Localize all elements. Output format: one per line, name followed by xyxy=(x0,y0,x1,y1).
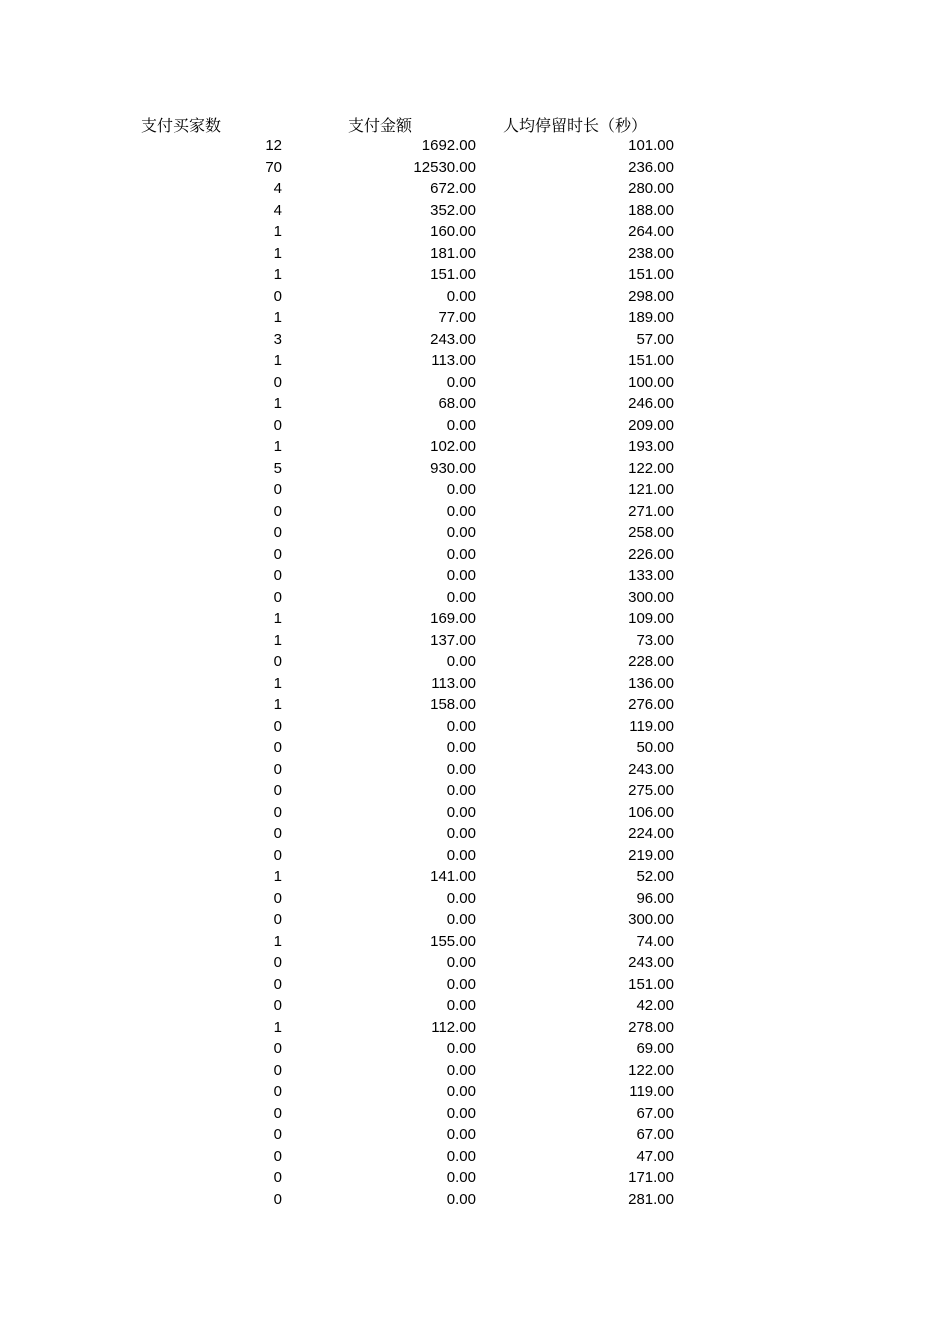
cell-avg-dwell-time: 67.00 xyxy=(636,1126,674,1143)
cell-avg-dwell-time: 276.00 xyxy=(628,696,674,713)
cell-avg-dwell-time: 69.00 xyxy=(636,1040,674,1057)
cell-avg-dwell-time: 300.00 xyxy=(628,588,674,606)
table-row xyxy=(0,372,950,394)
table-row xyxy=(0,952,950,974)
table-row xyxy=(0,845,950,867)
cell-paying-buyers: 1 xyxy=(273,932,282,950)
cell-payment-amount: 113.00 xyxy=(431,352,476,369)
cell-payment-amount: 0.00 xyxy=(446,545,476,563)
cell-payment-amount: 68.00 xyxy=(438,395,476,412)
cell-payment-amount: 0.00 xyxy=(446,1190,476,1208)
table-row xyxy=(0,286,950,308)
table-row xyxy=(0,393,950,415)
cell-avg-dwell-time: 275.00 xyxy=(628,782,674,799)
cell-paying-buyers: 1 xyxy=(273,631,282,649)
table-row xyxy=(0,157,950,179)
cell-avg-dwell-time: 246.00 xyxy=(628,395,674,412)
table-row xyxy=(0,995,950,1017)
cell-paying-buyers: 1 xyxy=(273,244,282,262)
cell-paying-buyers: 1 xyxy=(273,868,282,885)
cell-paying-buyers: 1 xyxy=(273,1018,282,1036)
cell-payment-amount: 137.00 xyxy=(430,631,476,649)
cell-avg-dwell-time: 52.00 xyxy=(636,868,674,885)
table-row xyxy=(0,178,950,200)
table-row xyxy=(0,565,950,587)
cell-avg-dwell-time: 122.00 xyxy=(628,459,674,477)
cell-avg-dwell-time: 121.00 xyxy=(628,481,674,498)
cell-avg-dwell-time: 224.00 xyxy=(628,825,674,842)
table-row xyxy=(0,587,950,609)
table-row xyxy=(0,1081,950,1103)
table-row xyxy=(0,200,950,222)
cell-paying-buyers: 0 xyxy=(273,1147,282,1165)
cell-paying-buyers: 0 xyxy=(273,653,282,670)
table-row xyxy=(0,458,950,480)
table-row xyxy=(0,221,950,243)
cell-paying-buyers: 1 xyxy=(273,610,282,627)
cell-payment-amount: 151.00 xyxy=(430,266,476,283)
table-row xyxy=(0,307,950,329)
cell-paying-buyers: 1 xyxy=(273,223,282,240)
cell-payment-amount: 0.00 xyxy=(446,911,476,928)
cell-payment-amount: 0.00 xyxy=(446,1169,476,1186)
cell-avg-dwell-time: 109.00 xyxy=(628,610,674,627)
header-avg-dwell-time: 人均停留时长（秒） xyxy=(503,116,648,135)
cell-payment-amount: 102.00 xyxy=(430,438,476,455)
cell-avg-dwell-time: 42.00 xyxy=(636,997,674,1014)
cell-paying-buyers: 0 xyxy=(273,1061,282,1079)
cell-payment-amount: 0.00 xyxy=(446,1061,476,1079)
cell-paying-buyers: 0 xyxy=(273,373,282,391)
cell-avg-dwell-time: 96.00 xyxy=(636,889,674,907)
cell-avg-dwell-time: 122.00 xyxy=(628,1061,674,1079)
cell-paying-buyers: 0 xyxy=(273,416,282,434)
cell-paying-buyers: 0 xyxy=(273,825,282,842)
cell-payment-amount: 0.00 xyxy=(446,803,476,821)
table-row xyxy=(0,608,950,630)
cell-paying-buyers: 0 xyxy=(273,889,282,907)
cell-avg-dwell-time: 193.00 xyxy=(628,438,674,455)
cell-paying-buyers: 0 xyxy=(273,524,282,541)
cell-paying-buyers: 1 xyxy=(273,674,282,692)
cell-avg-dwell-time: 188.00 xyxy=(628,201,674,219)
table-row xyxy=(0,1146,950,1168)
table-row xyxy=(0,737,950,759)
cell-paying-buyers: 1 xyxy=(273,309,282,326)
cell-avg-dwell-time: 243.00 xyxy=(628,954,674,971)
header-paying-buyers: 支付买家数 xyxy=(141,116,222,135)
cell-payment-amount: 169.00 xyxy=(430,610,476,627)
cell-paying-buyers: 0 xyxy=(273,1169,282,1186)
table-row xyxy=(0,780,950,802)
cell-payment-amount: 0.00 xyxy=(446,567,476,584)
cell-paying-buyers: 0 xyxy=(273,567,282,584)
table-row xyxy=(0,694,950,716)
cell-paying-buyers: 0 xyxy=(273,1040,282,1057)
cell-paying-buyers: 0 xyxy=(273,1083,282,1100)
table-row xyxy=(0,415,950,437)
cell-paying-buyers: 0 xyxy=(273,739,282,756)
cell-avg-dwell-time: 136.00 xyxy=(628,674,674,692)
cell-avg-dwell-time: 238.00 xyxy=(628,244,674,262)
table-row xyxy=(0,888,950,910)
cell-avg-dwell-time: 133.00 xyxy=(628,567,674,584)
cell-avg-dwell-time: 243.00 xyxy=(628,760,674,778)
cell-paying-buyers: 1 xyxy=(273,438,282,455)
cell-payment-amount: 0.00 xyxy=(446,1083,476,1100)
table-row xyxy=(0,716,950,738)
cell-avg-dwell-time: 236.00 xyxy=(628,158,674,176)
cell-payment-amount: 0.00 xyxy=(446,997,476,1014)
cell-payment-amount: 672.00 xyxy=(430,180,476,197)
table-row xyxy=(0,479,950,501)
table-row xyxy=(0,823,950,845)
cell-avg-dwell-time: 67.00 xyxy=(636,1104,674,1122)
cell-avg-dwell-time: 278.00 xyxy=(628,1018,674,1036)
cell-payment-amount: 0.00 xyxy=(446,739,476,756)
cell-paying-buyers: 0 xyxy=(273,545,282,563)
cell-paying-buyers: 5 xyxy=(273,459,282,477)
table-row xyxy=(0,974,950,996)
cell-payment-amount: 0.00 xyxy=(446,760,476,778)
cell-paying-buyers: 0 xyxy=(273,782,282,799)
cell-payment-amount: 0.00 xyxy=(446,1040,476,1057)
cell-payment-amount: 0.00 xyxy=(446,524,476,541)
cell-avg-dwell-time: 271.00 xyxy=(628,502,674,520)
data-rows xyxy=(0,135,950,1210)
cell-payment-amount: 113.00 xyxy=(431,674,476,692)
cell-paying-buyers: 0 xyxy=(273,760,282,778)
cell-paying-buyers: 0 xyxy=(273,1104,282,1122)
cell-avg-dwell-time: 74.00 xyxy=(636,932,674,950)
cell-payment-amount: 0.00 xyxy=(446,1147,476,1165)
cell-paying-buyers: 0 xyxy=(273,1190,282,1208)
cell-paying-buyers: 0 xyxy=(273,846,282,864)
cell-paying-buyers: 0 xyxy=(273,502,282,520)
cell-payment-amount: 0.00 xyxy=(446,416,476,434)
cell-avg-dwell-time: 151.00 xyxy=(628,352,674,369)
cell-avg-dwell-time: 300.00 xyxy=(628,911,674,928)
table-row xyxy=(0,1103,950,1125)
cell-paying-buyers: 1 xyxy=(273,395,282,412)
cell-paying-buyers: 0 xyxy=(273,954,282,971)
table-row xyxy=(0,651,950,673)
cell-avg-dwell-time: 171.00 xyxy=(628,1169,674,1186)
cell-avg-dwell-time: 298.00 xyxy=(628,287,674,305)
cell-payment-amount: 155.00 xyxy=(430,932,476,950)
cell-payment-amount: 12530.00 xyxy=(413,158,476,176)
cell-avg-dwell-time: 50.00 xyxy=(636,739,674,756)
cell-avg-dwell-time: 73.00 xyxy=(636,631,674,649)
table-row xyxy=(0,243,950,265)
table-row xyxy=(0,544,950,566)
cell-paying-buyers: 0 xyxy=(273,287,282,305)
cell-avg-dwell-time: 226.00 xyxy=(628,545,674,563)
cell-payment-amount: 1692.00 xyxy=(421,137,476,154)
cell-paying-buyers: 1 xyxy=(273,696,282,713)
cell-paying-buyers: 0 xyxy=(273,803,282,821)
cell-avg-dwell-time: 151.00 xyxy=(628,975,674,993)
cell-avg-dwell-time: 57.00 xyxy=(636,330,674,348)
cell-payment-amount: 0.00 xyxy=(446,717,476,735)
table-row xyxy=(0,350,950,372)
table-row xyxy=(0,1189,950,1211)
cell-payment-amount: 0.00 xyxy=(446,481,476,498)
table-row xyxy=(0,673,950,695)
table-row xyxy=(0,1038,950,1060)
cell-avg-dwell-time: 151.00 xyxy=(628,266,674,283)
cell-avg-dwell-time: 219.00 xyxy=(628,846,674,864)
cell-payment-amount: 0.00 xyxy=(446,825,476,842)
table-row xyxy=(0,135,950,157)
cell-payment-amount: 0.00 xyxy=(446,975,476,993)
table-row xyxy=(0,264,950,286)
cell-paying-buyers: 4 xyxy=(273,180,282,197)
cell-payment-amount: 243.00 xyxy=(430,330,476,348)
cell-payment-amount: 112.00 xyxy=(431,1018,476,1036)
cell-payment-amount: 0.00 xyxy=(446,954,476,971)
cell-avg-dwell-time: 119.00 xyxy=(629,1083,674,1100)
header-payment-amount: 支付金额 xyxy=(348,116,413,135)
cell-paying-buyers: 70 xyxy=(265,158,282,176)
cell-paying-buyers: 0 xyxy=(273,911,282,928)
table-row xyxy=(0,802,950,824)
cell-payment-amount: 0.00 xyxy=(446,287,476,305)
cell-paying-buyers: 4 xyxy=(273,201,282,219)
cell-payment-amount: 0.00 xyxy=(446,846,476,864)
cell-payment-amount: 0.00 xyxy=(446,373,476,391)
cell-paying-buyers: 0 xyxy=(273,717,282,735)
table-row xyxy=(0,931,950,953)
cell-avg-dwell-time: 280.00 xyxy=(628,180,674,197)
table-row xyxy=(0,436,950,458)
cell-avg-dwell-time: 189.00 xyxy=(628,309,674,326)
cell-payment-amount: 160.00 xyxy=(430,223,476,240)
table-row xyxy=(0,1060,950,1082)
table-row xyxy=(0,522,950,544)
cell-payment-amount: 158.00 xyxy=(430,696,476,713)
cell-avg-dwell-time: 100.00 xyxy=(628,373,674,391)
table-row xyxy=(0,630,950,652)
cell-payment-amount: 0.00 xyxy=(446,1104,476,1122)
cell-avg-dwell-time: 101.00 xyxy=(628,137,674,154)
table-row xyxy=(0,866,950,888)
cell-payment-amount: 0.00 xyxy=(446,889,476,907)
table-row xyxy=(0,759,950,781)
cell-paying-buyers: 3 xyxy=(273,330,282,348)
cell-avg-dwell-time: 106.00 xyxy=(628,803,674,821)
table-row xyxy=(0,1124,950,1146)
table-row xyxy=(0,909,950,931)
cell-payment-amount: 181.00 xyxy=(430,244,476,262)
table-row xyxy=(0,329,950,351)
cell-paying-buyers: 0 xyxy=(273,997,282,1014)
table-row xyxy=(0,1017,950,1039)
cell-paying-buyers: 12 xyxy=(265,137,282,154)
cell-payment-amount: 0.00 xyxy=(446,588,476,606)
cell-payment-amount: 352.00 xyxy=(430,201,476,219)
cell-paying-buyers: 1 xyxy=(273,266,282,283)
cell-paying-buyers: 0 xyxy=(273,481,282,498)
cell-avg-dwell-time: 47.00 xyxy=(636,1147,674,1165)
cell-payment-amount: 141.00 xyxy=(430,868,476,885)
cell-avg-dwell-time: 209.00 xyxy=(628,416,674,434)
cell-payment-amount: 77.00 xyxy=(438,309,476,326)
cell-avg-dwell-time: 281.00 xyxy=(628,1190,674,1208)
cell-payment-amount: 0.00 xyxy=(446,502,476,520)
cell-payment-amount: 930.00 xyxy=(430,459,476,477)
cell-payment-amount: 0.00 xyxy=(446,653,476,670)
table-row xyxy=(0,1167,950,1189)
table-row xyxy=(0,501,950,523)
cell-avg-dwell-time: 119.00 xyxy=(629,717,674,735)
cell-payment-amount: 0.00 xyxy=(446,782,476,799)
cell-avg-dwell-time: 228.00 xyxy=(628,653,674,670)
cell-paying-buyers: 0 xyxy=(273,1126,282,1143)
cell-paying-buyers: 0 xyxy=(273,588,282,606)
cell-paying-buyers: 1 xyxy=(273,352,282,369)
cell-avg-dwell-time: 258.00 xyxy=(628,524,674,541)
cell-payment-amount: 0.00 xyxy=(446,1126,476,1143)
cell-avg-dwell-time: 264.00 xyxy=(628,223,674,240)
cell-paying-buyers: 0 xyxy=(273,975,282,993)
